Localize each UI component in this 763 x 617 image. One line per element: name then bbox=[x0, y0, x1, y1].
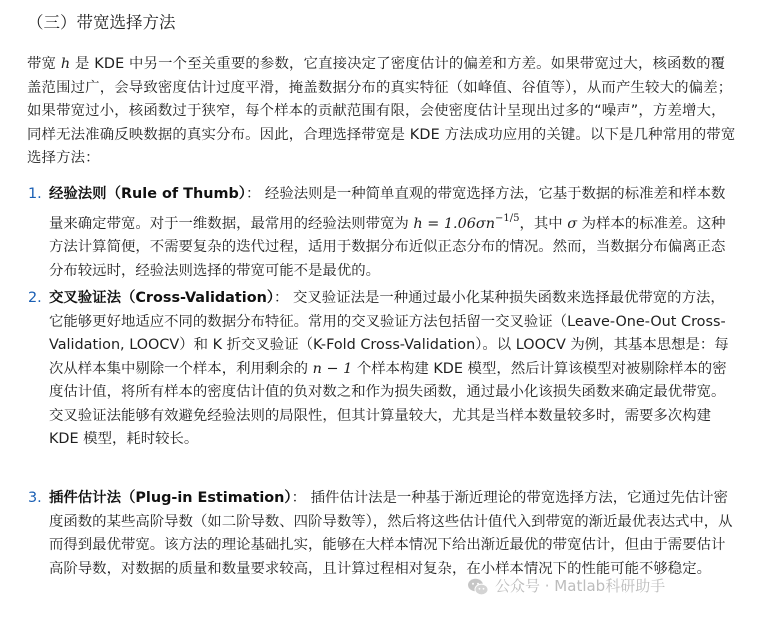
method-term: 经验法则（Rule of Thumb） bbox=[49, 186, 246, 202]
list-item-body bbox=[49, 487, 739, 581]
watermark bbox=[467, 574, 665, 600]
formula-sigma: σ bbox=[475, 215, 486, 232]
symbol-sigma: σ bbox=[567, 215, 578, 232]
list-item-body bbox=[49, 287, 739, 452]
method-text: 经验法则是一种简单直观的带宽选择方法，它基于数据的标准差和样本数量来确定带宽。对于一维数据，最常用的经验法则带宽为 bbox=[49, 186, 726, 232]
list-number: 3. bbox=[28, 490, 42, 506]
watermark-text: 公众号 · Matlab科研助手 bbox=[495, 577, 666, 596]
intro-pre: 带宽 bbox=[27, 56, 57, 72]
list-number: 2. bbox=[28, 290, 42, 306]
intro-text: 是 KDE 中另一个至关重要的参数，它直接决定了密度估计的偏差和方差。如果带宽过大，核函数的覆盖范围过广，会导致密度估计过度平滑，掩盖数据分布的真实特征（如峰值、谷值等），从而产生较大的偏差；如果带宽过小，核函数过于狭窄，每个样本的贡献范围有限，会使密度估计呈现出过多的“噪声”，方差增大，同样无法准确反映数据的真实分布。因此，合理选择带宽是 KDE 方法成功应用的关键。以下是几种常用的带宽选择方法： bbox=[27, 56, 736, 166]
method-text: 交叉验证法是一种通过最小化某种损失函数来选择最优带宽的方法，它能够更好地适应不同的数据分布特征。常用的交叉验证方法包括留一交叉验证（Leave-One-Out Cross-Validation, LOOCV）和 K 折交叉验证（K-Fold Cross-Validation）。以 LOOCV 为例，其基本思想是：每次从样本集中剔除一个样本，利用剩余的 bbox=[49, 290, 729, 377]
method-text: 个样本构建 KDE 模型，然后计算该模型对被剔除样本的密度估计值，将所有样本的密度估计值的负对数之和作为损失函数，通过最小化该损失函数来确定最优带宽。交叉验证法能够有效避免经验法则的局限性，但其计算量较大，尤其是当样本数量较多时，需要多次构建 KDE 模型，耗时较长。 bbox=[49, 360, 727, 447]
formula-n-minus-1: n − 1 bbox=[312, 360, 353, 377]
method-text: ，其中 bbox=[519, 215, 563, 232]
term-separator: ： bbox=[291, 490, 306, 506]
list-number: 1. bbox=[28, 186, 42, 202]
section-title: （三）带宽选择方法 bbox=[27, 13, 176, 32]
intro-paragraph bbox=[27, 53, 739, 171]
method-text: 插件估计法是一种基于渐近理论的带宽选择方法，它通过先估计密度函数的某些高阶导数（如二阶导数、四阶导数等），然后将这些估计值代入到带宽的渐近最优表达式中，从而得到最优带宽。该方法的理论基础扎实，能够在大样本情况下给出渐近最优的带宽估计，但由于需要估计高阶导数，对数据的质量和数量要求较高，且计算过程相对复杂，在小样本情况下的性能可能不够稳定。 bbox=[49, 490, 733, 577]
list-item-body bbox=[49, 183, 739, 283]
wechat-icon bbox=[467, 577, 489, 597]
method-text: 为样本的标准差。这种方法计算简便，不需要复杂的迭代过程，适用于数据分布近似正态分布的情况。然而，当数据分布偏离正态分布较远时，经验法则选择的带宽可能不是最优的。 bbox=[49, 215, 726, 279]
symbol-h: h bbox=[60, 56, 71, 72]
formula-lhs: h = 1.06 bbox=[413, 215, 476, 232]
term-separator: ： bbox=[245, 186, 261, 202]
method-term: 插件估计法（Plug-in Estimation） bbox=[49, 490, 292, 506]
method-term: 交叉验证法（Cross-Validation） bbox=[49, 290, 275, 306]
formula-n: n bbox=[485, 215, 495, 232]
formula-exponent: −1/5 bbox=[495, 212, 520, 224]
term-separator: ： bbox=[274, 290, 289, 306]
